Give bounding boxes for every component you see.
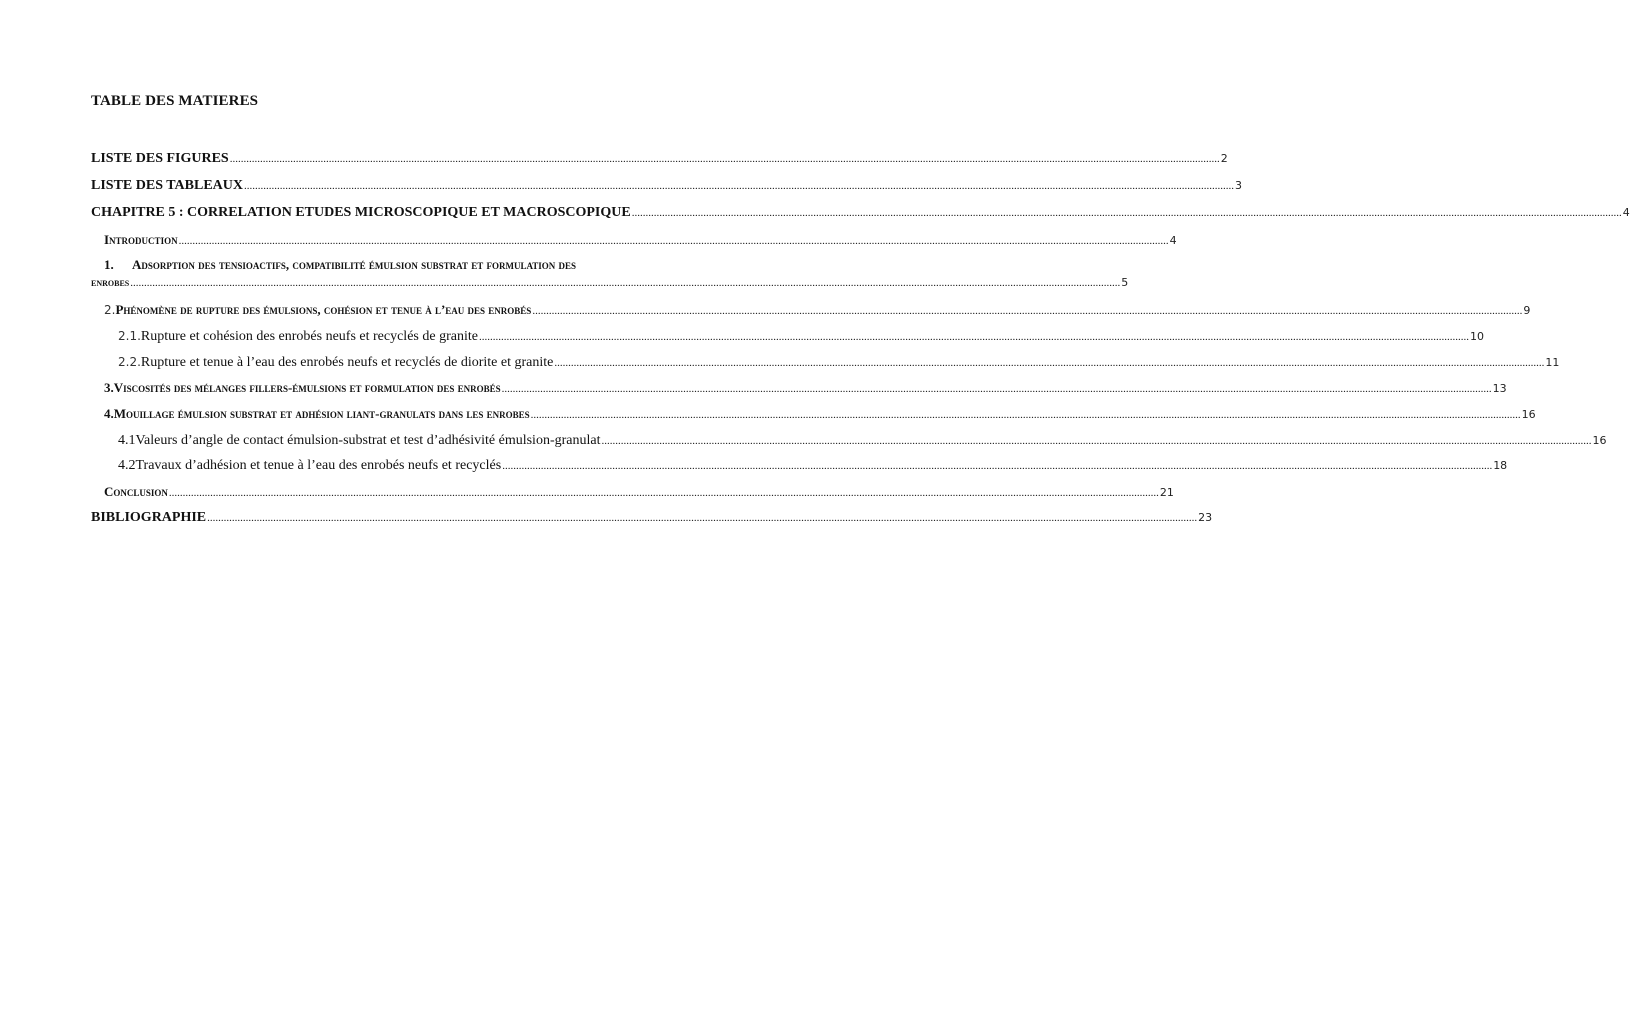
dot-leader: ........................................................................................................................................................................................................................................................................................................................................................................ xyxy=(601,435,1592,447)
toc-entry-section-3[interactable] xyxy=(104,380,1507,396)
toc-entry-label: Phénomène de rupture des émulsions, cohésion et tenue à l’eau des enrobés xyxy=(115,302,532,317)
toc-entry-tableaux[interactable] xyxy=(91,178,1242,194)
toc-entry-label: CHAPITRE 5 : CORRELATION ETUDES MICROSCOPIQUE ET MACROSCOPIQUE xyxy=(91,205,631,220)
toc-entry-section-2[interactable] xyxy=(104,302,1531,318)
toc-entry-label: enrobes xyxy=(91,277,130,289)
toc-entry-section-4-2[interactable] xyxy=(118,458,1508,474)
toc-entry-label: Adsorption des tensioactifs, compatibilité émulsion substrat et formulation des xyxy=(132,257,577,272)
dot-leader: ........................................................................................................................................................................................................................................................................................................................................................................ xyxy=(229,153,1220,165)
dot-leader: ........................................................................................................................................................................................................................................................................................................................................................................ xyxy=(168,487,1159,499)
toc-page-number: 10 xyxy=(1469,330,1484,343)
toc-entry-label: Travaux d’adhésion et tenue à l’eau des enrobés neufs et recyclés xyxy=(135,458,502,473)
toc-entry-section-4[interactable] xyxy=(104,406,1536,422)
dot-leader: ........................................................................................................................................................................................................................................................................................................................................................................ xyxy=(207,512,1198,524)
section-number: 1. xyxy=(104,257,114,272)
toc-entry-label: LISTE DES TABLEAUX xyxy=(91,178,243,193)
toc-page-number: 9 xyxy=(1523,304,1531,317)
toc-entry-label: Rupture et tenue à l’eau des enrobés neufs et recyclés de diorite et granite xyxy=(140,355,554,370)
toc-entry-section-1[interactable] xyxy=(104,257,679,273)
toc-page-number: 13 xyxy=(1492,382,1507,395)
toc-page-number: 4 xyxy=(1622,206,1630,219)
section-number: 2.2. xyxy=(118,355,141,369)
dot-leader: ........................................................................................................................................................................................................................................................................................................................................................................ xyxy=(178,235,1169,247)
toc-title: TABLE DES MATIERES xyxy=(91,93,259,109)
section-number: 2. xyxy=(104,303,116,317)
toc-page-number: 2 xyxy=(1220,152,1228,165)
dot-leader: ........................................................................................................................................................................................................................................................................................................................................................................ xyxy=(530,409,1521,421)
toc-page-number: 23 xyxy=(1198,511,1213,524)
toc-page-number: 11 xyxy=(1545,356,1560,369)
toc-page-number: 3 xyxy=(1234,179,1242,192)
toc-entry-label: Introduction xyxy=(104,232,178,247)
toc-page-number: 21 xyxy=(1159,486,1174,499)
toc-page-number: 16 xyxy=(1592,434,1607,447)
toc-entry-label: Viscosités des mélanges fillers-émulsions et formulation des enrobés xyxy=(113,380,501,395)
toc-page-number: 4 xyxy=(1169,234,1177,247)
dot-leader: ........................................................................................................................................................................................................................................................................................................................................................................ xyxy=(554,357,1545,369)
toc-entry-section-2-2[interactable] xyxy=(118,355,1560,371)
toc-entry-label: Valeurs d’angle de contact émulsion-substrat et test d’adhésivité émulsion-granulat xyxy=(135,433,601,448)
toc-entry-section-1-continued[interactable] xyxy=(91,276,1129,289)
toc-entry-figures[interactable] xyxy=(91,151,1228,167)
toc-entry-introduction[interactable] xyxy=(104,232,1177,248)
toc-entry-bibliographie[interactable] xyxy=(91,510,1213,526)
toc-page-number: 5 xyxy=(1121,276,1129,289)
dot-leader: ........................................................................................................................................................................................................................................................................................................................................................................ xyxy=(631,207,1622,219)
section-number: 4.2 xyxy=(118,458,136,473)
toc-entry-label: BIBLIOGRAPHIE xyxy=(91,510,207,525)
toc-entry-label: Conclusion xyxy=(104,484,168,499)
dot-leader: ........................................................................................................................................................................................................................................................................................................................................................................ xyxy=(502,460,1493,472)
toc-entry-section-2-1[interactable] xyxy=(118,329,1484,345)
dot-leader: ........................................................................................................................................................................................................................................................................................................................................................................ xyxy=(243,180,1234,192)
section-number: 3. xyxy=(104,380,114,395)
toc-entry-label: Rupture et cohésion des enrobés neufs et recyclés de granite xyxy=(140,329,478,344)
dot-leader: ........................................................................................................................................................................................................................................................................................................................................................................ xyxy=(501,383,1492,395)
section-number: 2.1. xyxy=(118,329,141,343)
dot-leader: ........................................................................................................................................................................................................................................................................................................................................................................ xyxy=(478,331,1469,343)
toc-page-number: 18 xyxy=(1493,459,1508,472)
toc-page-number: 16 xyxy=(1521,408,1536,421)
toc-entry-section-4-1[interactable] xyxy=(118,433,1607,449)
dot-leader: ........................................................................................................................................................................................................................................................................................................................................................................ xyxy=(532,305,1523,317)
toc-entry-label: LISTE DES FIGURES xyxy=(91,151,229,166)
dot-leader: ........................................................................................................................................................................................................................................................................................................................................................................ xyxy=(130,277,1121,289)
toc-entry-label: Mouillage émulsion substrat et adhésion liant-granulats dans les enrobes xyxy=(113,406,530,421)
section-number: 4.1 xyxy=(118,433,136,448)
section-number: 4. xyxy=(104,406,114,421)
toc-entry-chapitre[interactable] xyxy=(91,205,1630,221)
toc-entry-conclusion[interactable] xyxy=(104,484,1174,500)
